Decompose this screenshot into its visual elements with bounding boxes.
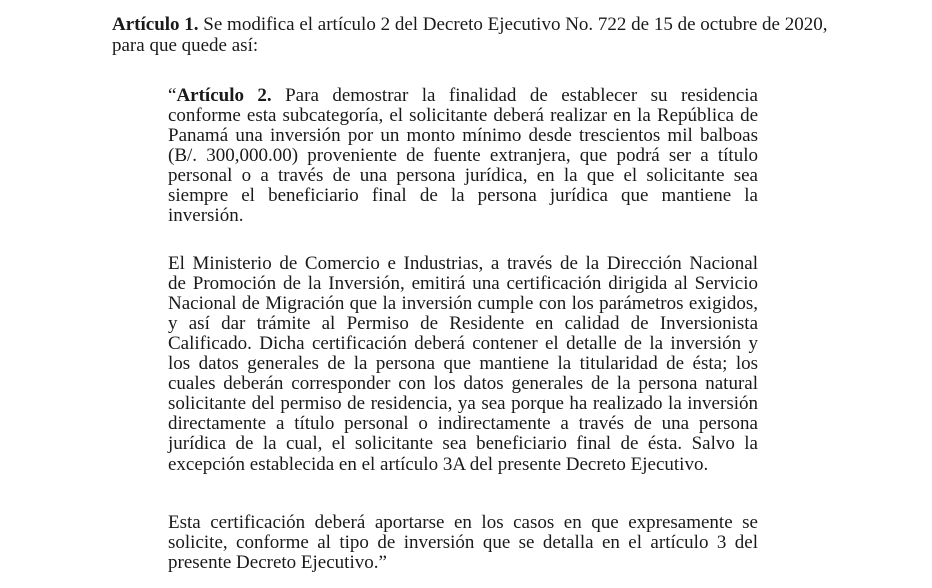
paragraph-1-line: Panamá una inversión por un monto mínimo desde trescientos mil balboas — [168, 125, 758, 146]
article-2-line-1 — [168, 86, 758, 106]
paragraph-2-line: y así dar trámite al Permiso de Residente en calidad de Inversionista — [168, 313, 758, 334]
article-1-line-1 — [112, 15, 827, 35]
open-quote-mark: “ — [168, 85, 177, 106]
article-2-heading: Artículo 2. — [176, 85, 272, 106]
article-1-line-2: para que quede así: — [112, 35, 259, 56]
paragraph-1-line: (B/. 300,000.00) proveniente de fuente extranjera, que podrá ser a título — [168, 145, 758, 166]
paragraph-1-line: inversión. — [168, 205, 244, 226]
article-2-text: Para demostrar la finalidad de establecer su residencia — [271, 85, 758, 106]
paragraph-1-line: personal o a través de una persona jurídica, en la que el solicitante sea — [168, 165, 758, 186]
paragraph-1-line: conforme esta subcategoría, el solicitante deberá realizar en la República de — [168, 105, 758, 126]
paragraph-1-line: siempre el beneficiario final de la persona jurídica que mantiene la — [168, 185, 758, 206]
paragraph-3-line: presente Decreto Ejecutivo.” — [168, 552, 387, 573]
paragraph-2-line: de Promoción de la Inversión, emitirá una certificación dirigida al Servicio — [168, 273, 758, 294]
paragraph-2-line: Calificado. Dicha certificación deberá contener el detalle de la inversión y — [168, 333, 758, 354]
paragraph-2-line: los datos generales de la persona que mantiene la titularidad de ésta; los — [168, 353, 758, 374]
paragraph-2-line: directamente a título personal o indirectamente a través de una persona — [168, 413, 758, 434]
paragraph-2-line: El Ministerio de Comercio e Industrias, a través de la Dirección Nacional — [168, 253, 758, 274]
article-1-heading: Artículo 1. — [112, 14, 199, 35]
article-1-text: Se modifica el artículo 2 del Decreto Ejecutivo No. 722 de 15 de octubre de 2020, — [198, 14, 828, 35]
paragraph-3-line: Esta certificación deberá aportarse en los casos en que expresamente se — [168, 512, 758, 533]
paragraph-2-line: solicitante del permiso de residencia, ya sea porque ha realizado la inversión — [168, 393, 758, 414]
paragraph-2-line: jurídica de la cual, el solicitante sea beneficiario final de ésta. Salvo la — [168, 433, 758, 454]
paragraph-2-line: excepción establecida en el artículo 3A del presente Decreto Ejecutivo. — [168, 454, 709, 475]
paragraph-2-line: cuales deberán corresponder con los datos generales de la persona natural — [168, 373, 758, 394]
paragraph-2-line: Nacional de Migración que la inversión cumple con los parámetros exigidos, — [168, 293, 758, 314]
paragraph-3-line: solicite, conforme al tipo de inversión que se detalla en el artículo 3 del — [168, 532, 758, 553]
